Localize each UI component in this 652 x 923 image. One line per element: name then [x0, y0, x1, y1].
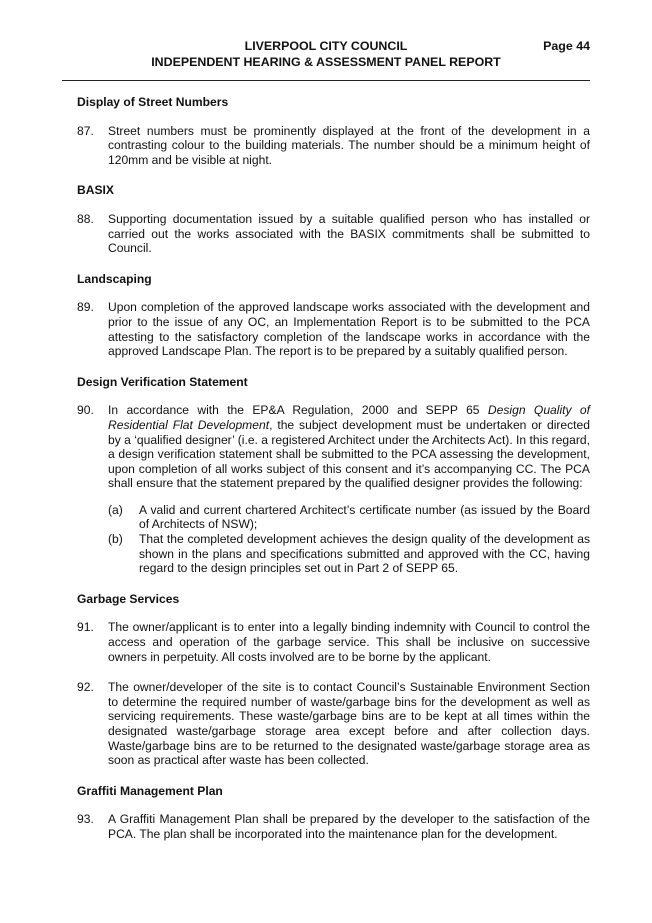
condition-item — [77, 403, 590, 491]
condition-item — [77, 680, 590, 768]
report-title: INDEPENDENT HEARING & ASSESSMENT PANEL REPORT — [151, 55, 501, 69]
condition-item — [77, 124, 590, 168]
page-header — [62, 38, 590, 70]
item-text-italic-title: Design Quality of Residential Flat Development — [108, 403, 590, 432]
item-number: 93. — [77, 812, 94, 827]
item-text-part-2: , the subject development must be undertaken or directed by a ‘qualified designer’ (i.e. a registered Architect under the Architects Act). In this regard, a design verification statement shall be submitted to the PCA assessing the development, upon completion of all works subject of this consent and it’s accompanying CC. The PCA shall ensure that the statement prepared by the qualified designer provides the following: — [108, 417, 590, 491]
item-number: 88. — [77, 211, 94, 226]
item-number: 90. — [77, 403, 94, 418]
item-number: 92. — [77, 680, 94, 695]
item-text: Supporting documentation issued by a suitable qualified person who has installed or carried out the works associated with the BASIX commitments shall be submitted to Council. — [108, 211, 590, 256]
item-text: A Graffiti Management Plan shall be prepared by the developer to the satisfaction of the PCA. The plan shall be incorporated into the maintenance plan for the development. — [108, 812, 590, 841]
item-text: Upon completion of the approved landscape works associated with the development and prior to the issue of any OC, an Implementation Report is to be submitted to the PCA attesting to the satisfactory completion of the landscape works in accordance with the approved Landscape Plan. The report is to be prepared by a suitably qualified person. — [108, 300, 590, 359]
section-title-landscaping: Landscaping — [77, 271, 152, 286]
sub-item — [108, 532, 590, 576]
section-title-graffiti: Graffiti Management Plan — [77, 783, 223, 798]
document-body — [77, 95, 590, 858]
section-title-design-verification: Design Verification Statement — [77, 374, 248, 389]
item-text: The owner/applicant is to enter into a legally binding indemnity with Council to control the access and operation of the garbage service. This shall be inclusive on successive owners in perpetuity. All costs involved are to be borne by the applicant. — [108, 620, 590, 664]
sub-item — [108, 503, 590, 532]
item-number: 91. — [77, 620, 94, 635]
item-number: 89. — [77, 300, 94, 315]
condition-item — [77, 212, 590, 256]
org-name: LIVERPOOL CITY COUNCIL — [244, 39, 408, 53]
page-number: Page 44 — [543, 39, 590, 53]
condition-item — [77, 812, 590, 841]
item-text — [108, 403, 590, 491]
header-line-1 — [62, 38, 590, 54]
item-number: 87. — [77, 123, 94, 138]
section-title-basix: BASIX — [77, 183, 114, 198]
sub-item-text: That the completed development achieves the design quality of the development as shown in the plans and specifications submitted and approved with the CC, having regard to the design principles set out in Part 2 of SEPP 65. — [139, 532, 590, 576]
header-divider — [62, 80, 590, 81]
sub-item-text: A valid and current chartered Architect’s certificate number (as issued by the Board of Architects of NSW); — [139, 502, 590, 532]
sub-item-label: (b) — [108, 532, 123, 547]
sub-item-list — [108, 503, 590, 576]
condition-item — [77, 300, 590, 358]
item-text-part-1: In accordance with the EP&A Regulation, 2000 and SEPP 65 — [108, 403, 488, 418]
sub-item-label: (a) — [108, 502, 123, 517]
section-title-street-numbers: Display of Street Numbers — [77, 95, 229, 109]
condition-item — [77, 620, 590, 664]
item-text: The owner/developer of the site is to contact Council’s Sustainable Environment Section to determine the required number of waste/garbage bins for the development as well as servicing requirements. These waste/garbage bins are to be kept at all times within the designated waste/garbage storage area except before and after collection days. Waste/garbage bins are to be returned to the designated waste/garbage storage area as soon as practical after waste has been collected. — [108, 680, 590, 768]
item-text: Street numbers must be prominently displayed at the front of the development in a contrasting colour to the building materials. The number should be a minimum height of 120mm and be visible at night. — [108, 123, 590, 167]
section-title-garbage: Garbage Services — [77, 591, 180, 606]
